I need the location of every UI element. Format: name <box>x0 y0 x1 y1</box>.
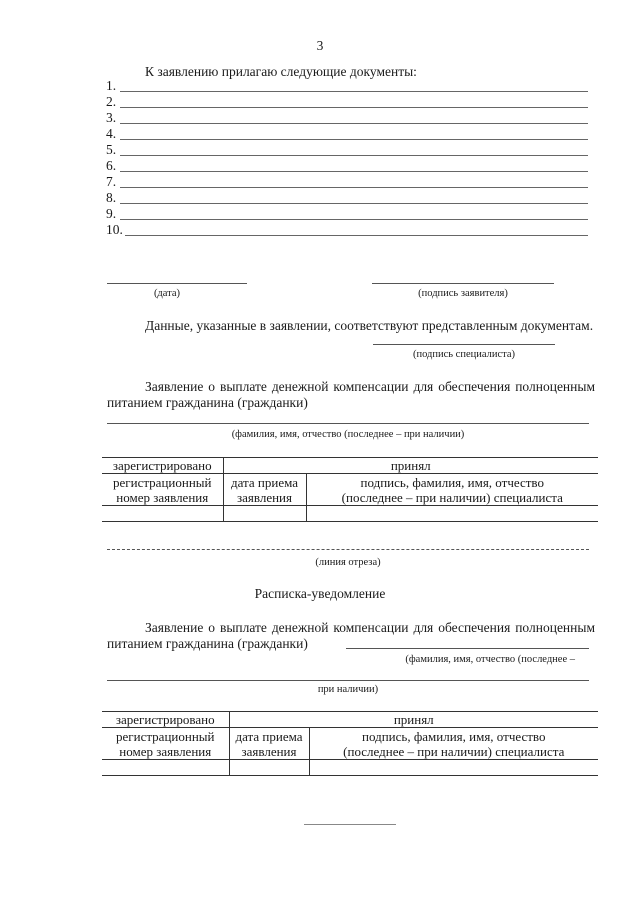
receipt-fio-caption-1: (фамилия, имя, отчество (последнее – <box>405 654 575 665</box>
reg-number-cell[interactable] <box>102 760 229 776</box>
list-item-line[interactable] <box>120 203 588 204</box>
footer-separator <box>304 824 396 825</box>
list-item: 8. <box>106 190 117 205</box>
verification-text: Данные, указанные в заявлении, соответствуют представленным документам. <box>145 318 594 333</box>
list-item: 5. <box>106 142 117 157</box>
reg-number-header: регистрационный номер заявления <box>102 728 229 760</box>
receipt-fio-line-2[interactable] <box>107 680 589 681</box>
list-item-line[interactable] <box>120 219 588 220</box>
list-item-line[interactable] <box>120 139 588 140</box>
list-item: 9. <box>106 206 117 221</box>
list-item: 10. <box>106 222 123 237</box>
cut-line <box>107 549 589 550</box>
date-caption: (дата) <box>153 288 181 299</box>
date-received-header: дата приема заявления <box>229 728 309 760</box>
accepted-header: принял <box>229 712 598 728</box>
date-received-header: дата приема заявления <box>223 474 306 506</box>
fio-line[interactable] <box>107 423 589 424</box>
date-received-cell[interactable] <box>229 760 309 776</box>
applicant-signature-line[interactable] <box>372 283 554 284</box>
application-text: Заявление о выплате денежной компенсации для обеспечения полноценным питанием гражданина (гражданки) <box>107 379 595 410</box>
list-item-line[interactable] <box>120 91 588 92</box>
specialist-header: подпись, фамилия, имя, отчество (последнее – при наличии) специалиста <box>309 728 598 760</box>
specialist-signature-line[interactable] <box>373 344 555 345</box>
reg-number-cell[interactable] <box>102 506 223 522</box>
specialist-header: подпись, фамилия, имя, отчество (последнее – при наличии) специалиста <box>306 474 598 506</box>
fio-caption: (фамилия, имя, отчество (последнее – при наличии) <box>231 429 465 440</box>
list-item-line[interactable] <box>120 187 588 188</box>
page-number: 3 <box>316 38 324 53</box>
list-item-line[interactable] <box>120 155 588 156</box>
list-item: 6. <box>106 158 117 173</box>
registered-header: зарегистрировано <box>102 458 223 474</box>
list-item-line[interactable] <box>120 107 588 108</box>
list-item: 3. <box>106 110 117 125</box>
registration-table <box>102 457 598 522</box>
specialist-signature-caption: (подпись специалиста) <box>412 349 516 360</box>
list-item: 1. <box>106 78 117 93</box>
list-item: 4. <box>106 126 117 141</box>
receipt-text: Заявление о выплате денежной компенсации для обеспечения полноценным питанием гражданина (гражданки) <box>107 620 595 651</box>
specialist-cell[interactable] <box>309 760 598 776</box>
list-item-line[interactable] <box>125 235 588 236</box>
list-item-line[interactable] <box>120 171 588 172</box>
registered-header: зарегистрировано <box>102 712 229 728</box>
list-item: 7. <box>106 174 117 189</box>
accepted-header: принял <box>223 458 598 474</box>
receipt-fio-line-1[interactable] <box>346 648 589 649</box>
date-line[interactable] <box>107 283 247 284</box>
date-received-cell[interactable] <box>223 506 306 522</box>
receipt-title: Расписка-уведомление <box>254 586 386 601</box>
applicant-signature-caption: (подпись заявителя) <box>418 288 508 299</box>
receipt-registration-table <box>102 711 598 776</box>
list-item-line[interactable] <box>120 123 588 124</box>
list-item: 2. <box>106 94 117 109</box>
cut-line-caption: (линия отреза) <box>315 557 381 568</box>
attachments-heading: К заявлению прилагаю следующие документы: <box>145 64 417 79</box>
reg-number-header: регистрационный номер заявления <box>102 474 223 506</box>
receipt-fio-caption-2: при наличии) <box>317 684 379 695</box>
specialist-cell[interactable] <box>306 506 598 522</box>
